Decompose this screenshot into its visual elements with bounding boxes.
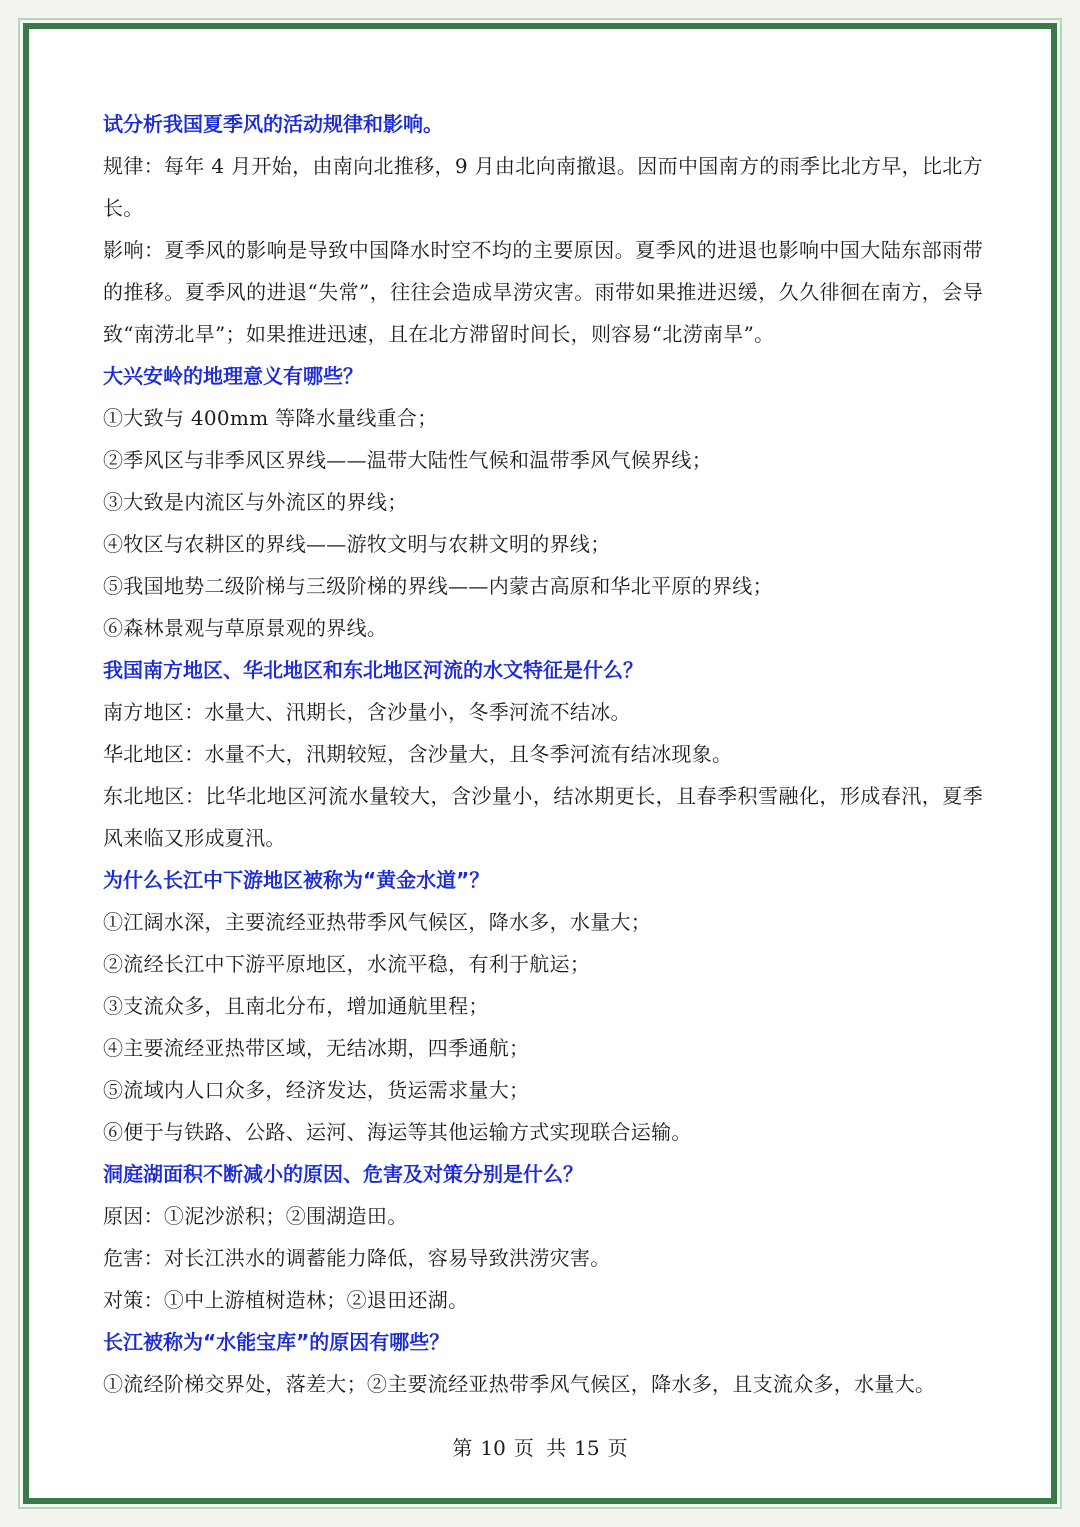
answer-line: 华北地区：水量不大，汛期较短，含沙量大，且冬季河流有结冰现象。 [103, 742, 733, 766]
question-heading: 为什么长江中下游地区被称为“黄金水道”？ [103, 868, 490, 892]
section-dongting-lake [103, 1153, 983, 1321]
question-heading: 我国南方地区、华北地区和东北地区河流的水文特征是什么？ [103, 658, 643, 682]
answer-paragraph: 东北地区：比华北地区河流水量较大，含沙量小，结冰期更长，且春季积雪融化，形成春汛，夏季风来临又形成夏汛。 [103, 784, 983, 850]
answer-line: 危害：对长江洪水的调蓄能力降低，容易导致洪涝灾害。 [103, 1246, 611, 1270]
answer-paragraph: 影响：夏季风的影响是导致中国降水时空不均的主要原因。夏季风的进退也影响中国大陆东部雨带的推移。夏季风的进退“失常”，往往会造成旱涝灾害。雨带如果推进迟缓，久久徘徊在南方，会导致“南涝北旱”；如果推进迅速，且在北方滞留时间长，则容易“北涝南旱”。 [103, 238, 983, 346]
answer-line: ①江阔水深，主要流经亚热带季风气候区，降水多，水量大； [103, 910, 652, 934]
answer-line: ④主要流经亚热带区域，无结冰期，四季通航； [103, 1036, 530, 1060]
answer-line: ④牧区与农耕区的界线——游牧文明与农耕文明的界线； [103, 532, 611, 556]
question-heading: 试分析我国夏季风的活动规律和影响。 [103, 112, 443, 136]
section-golden-waterway [103, 859, 983, 1153]
section-river-hydrology [103, 649, 983, 859]
answer-line: 原因：①泥沙淤积；②围湖造田。 [103, 1204, 408, 1228]
section-hydropower [103, 1321, 983, 1405]
answer-line: ①流经阶梯交界处，落差大；②主要流经亚热带季风气候区，降水多，且支流众多，水量大。 [103, 1372, 936, 1396]
answer-line: ⑥便于与铁路、公路、运河、海运等其他运输方式实现联合运输。 [103, 1120, 692, 1144]
total-page-number: 15 [574, 1436, 600, 1460]
answer-line: ②季风区与非季风区界线——温带大陆性气候和温带季风气候界线； [103, 448, 712, 472]
answer-line: ②流经长江中下游平原地区，水流平稳，有利于航运； [103, 952, 591, 976]
section-daxinganling [103, 355, 983, 649]
answer-line: ⑤我国地势二级阶梯与三级阶梯的界线——内蒙古高原和华北平原的界线； [103, 574, 773, 598]
question-heading: 洞庭湖面积不断减小的原因、危害及对策分别是什么？ [103, 1162, 583, 1186]
page-number-footer [0, 1432, 1080, 1461]
section-summer-monsoon [103, 103, 983, 355]
footer-middle: 页 共 [513, 1436, 567, 1460]
document-body [103, 103, 983, 1405]
answer-paragraph: 规律：每年 4 月开始，由南向北推移，9 月由北向南撤退。因而中国南方的雨季比北方早，比北方长。 [103, 154, 983, 220]
answer-line: ⑥森林景观与草原景观的界线。 [103, 616, 388, 640]
footer-prefix: 第 [452, 1436, 473, 1460]
answer-line: ③支流众多，且南北分布，增加通航里程； [103, 994, 489, 1018]
answer-line: ③大致是内流区与外流区的界线； [103, 490, 408, 514]
current-page-number: 10 [480, 1436, 506, 1460]
answer-line: ⑤流域内人口众多，经济发达，货运需求量大； [103, 1078, 530, 1102]
footer-suffix: 页 [607, 1436, 628, 1460]
question-heading: 大兴安岭的地理意义有哪些？ [103, 364, 363, 388]
answer-line: 南方地区：水量大、汛期长，含沙量小，冬季河流不结冰。 [103, 700, 631, 724]
question-heading: 长江被称为“水能宝库”的原因有哪些？ [103, 1330, 450, 1354]
answer-line: ①大致与 400mm 等降水量线重合； [103, 406, 438, 430]
answer-line: 对策：①中上游植树造林；②退田还湖。 [103, 1288, 469, 1312]
